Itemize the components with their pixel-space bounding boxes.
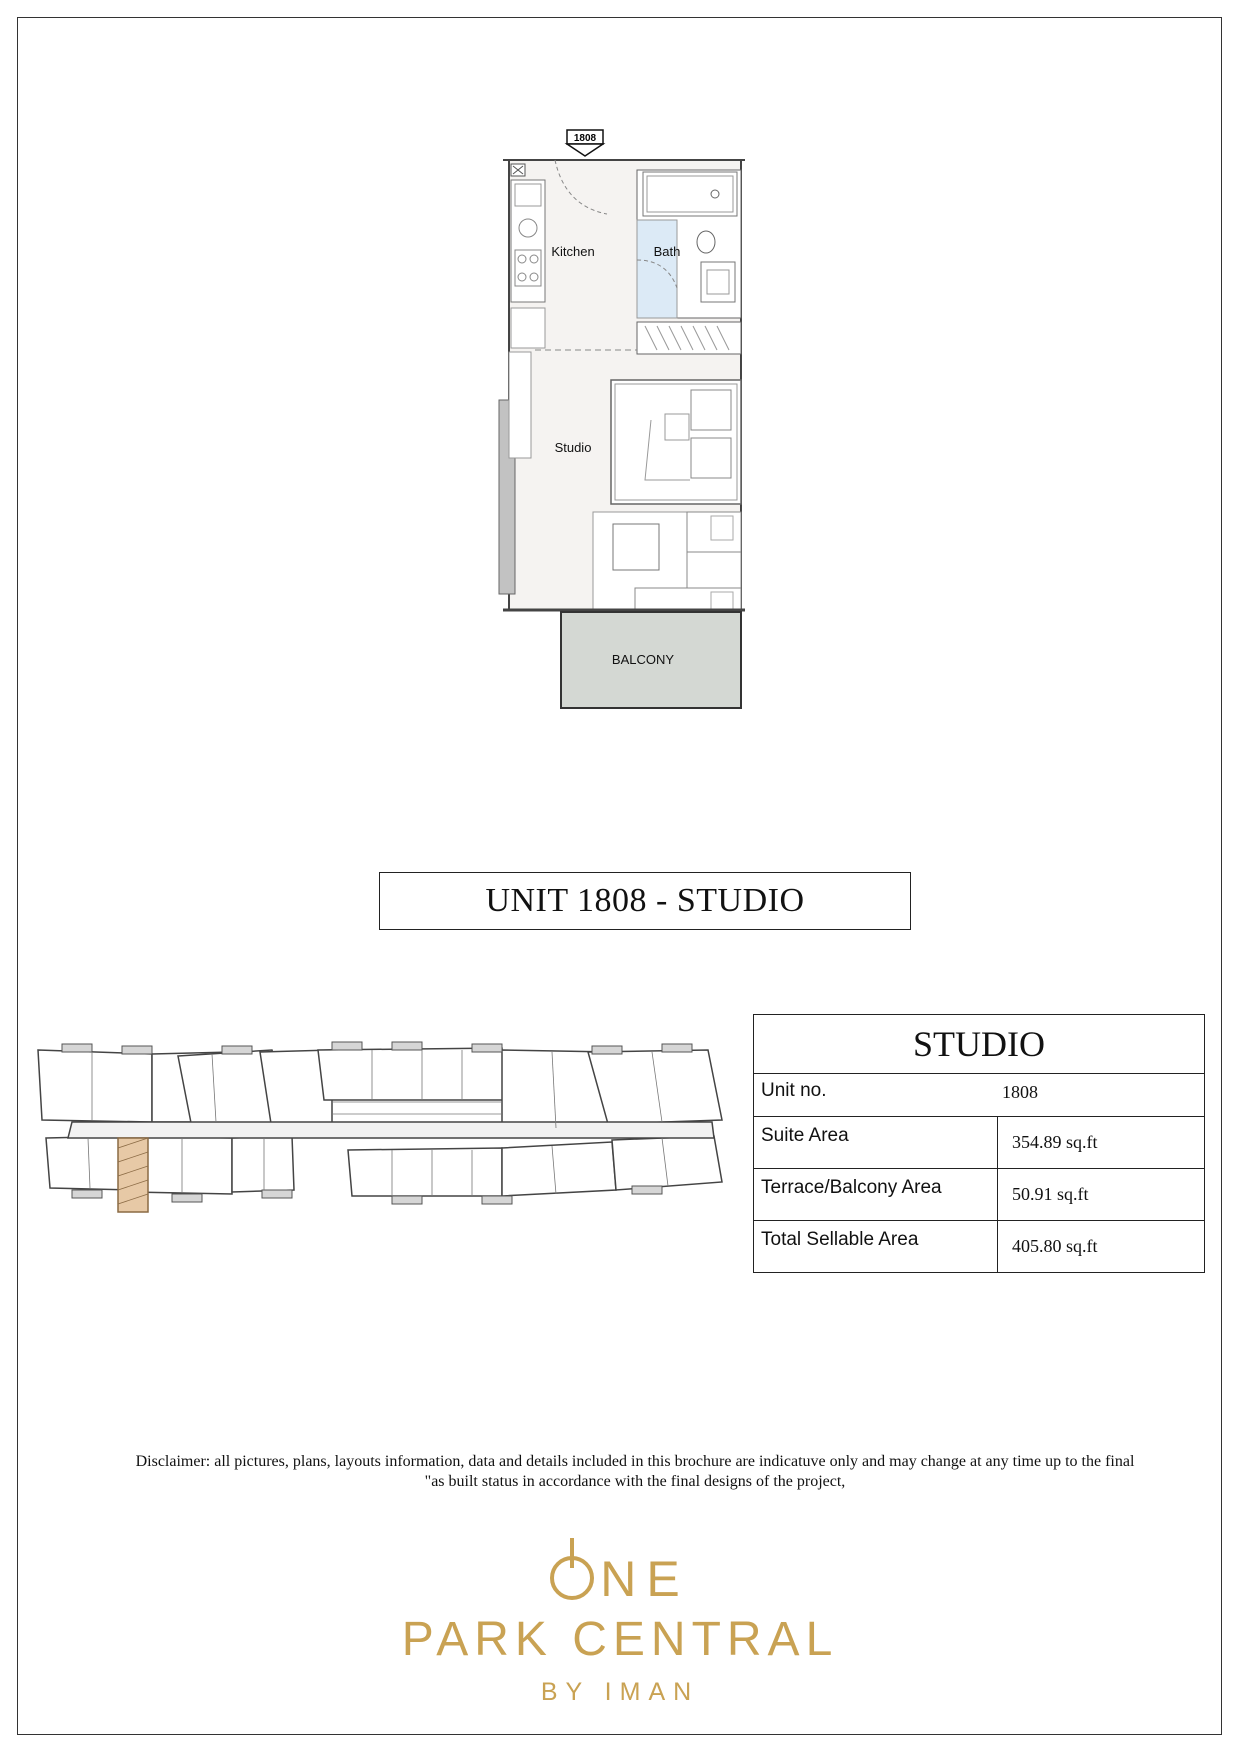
disclaimer-line-2: "as built status in accordance with the final designs of the project,	[424, 1473, 846, 1490]
area-row-value: 405.80 sq.ft	[998, 1221, 1205, 1273]
area-table-heading: STUDIO	[754, 1015, 1205, 1074]
key-plan	[32, 1040, 732, 1225]
area-row	[754, 1169, 1205, 1221]
area-row-label: Terrace/Balcony Area	[754, 1169, 998, 1221]
highlighted-unit	[118, 1138, 148, 1212]
area-row-label: Total Sellable Area	[754, 1221, 998, 1273]
logo-line-by-iman: BY IMAN	[540, 1678, 700, 1706]
room-label-studio: Studio	[554, 440, 592, 455]
disclaimer-line-1: Disclaimer: all pictures, plans, layouts information, data and details included in this brochure are indicatuve only and may change at any time up to the final	[135, 1453, 1135, 1470]
area-row-label: Suite Area	[754, 1117, 998, 1169]
logo-line-one	[340, 1550, 900, 1608]
unit-no-label: Unit no.	[761, 1080, 827, 1101]
unit-floor-plan	[495, 120, 755, 760]
unit-title: UNIT 1808 - STUDIO	[379, 872, 911, 930]
unit-tag-label: 1808	[573, 133, 597, 144]
logo-o-icon	[550, 1556, 594, 1600]
brand-logo	[340, 1528, 900, 1708]
unit-tag	[567, 130, 603, 156]
logo-one-rest: NE	[600, 1551, 690, 1607]
unit-no-value: 1808	[1002, 1082, 1038, 1102]
room-label-kitchen: Kitchen	[551, 244, 595, 259]
area-row-value: 50.91 sq.ft	[998, 1169, 1205, 1221]
logo-line-park-central: PARK CENTRAL	[401, 1613, 839, 1666]
area-row	[754, 1117, 1205, 1169]
unit-no-row	[754, 1074, 1205, 1117]
area-table	[753, 1014, 1205, 1273]
room-label-balcony: BALCONY	[611, 652, 675, 667]
area-row-value: 354.89 sq.ft	[998, 1117, 1205, 1169]
area-row	[754, 1221, 1205, 1273]
room-label-bath: Bath	[653, 244, 681, 259]
disclaimer	[60, 1452, 1210, 1492]
